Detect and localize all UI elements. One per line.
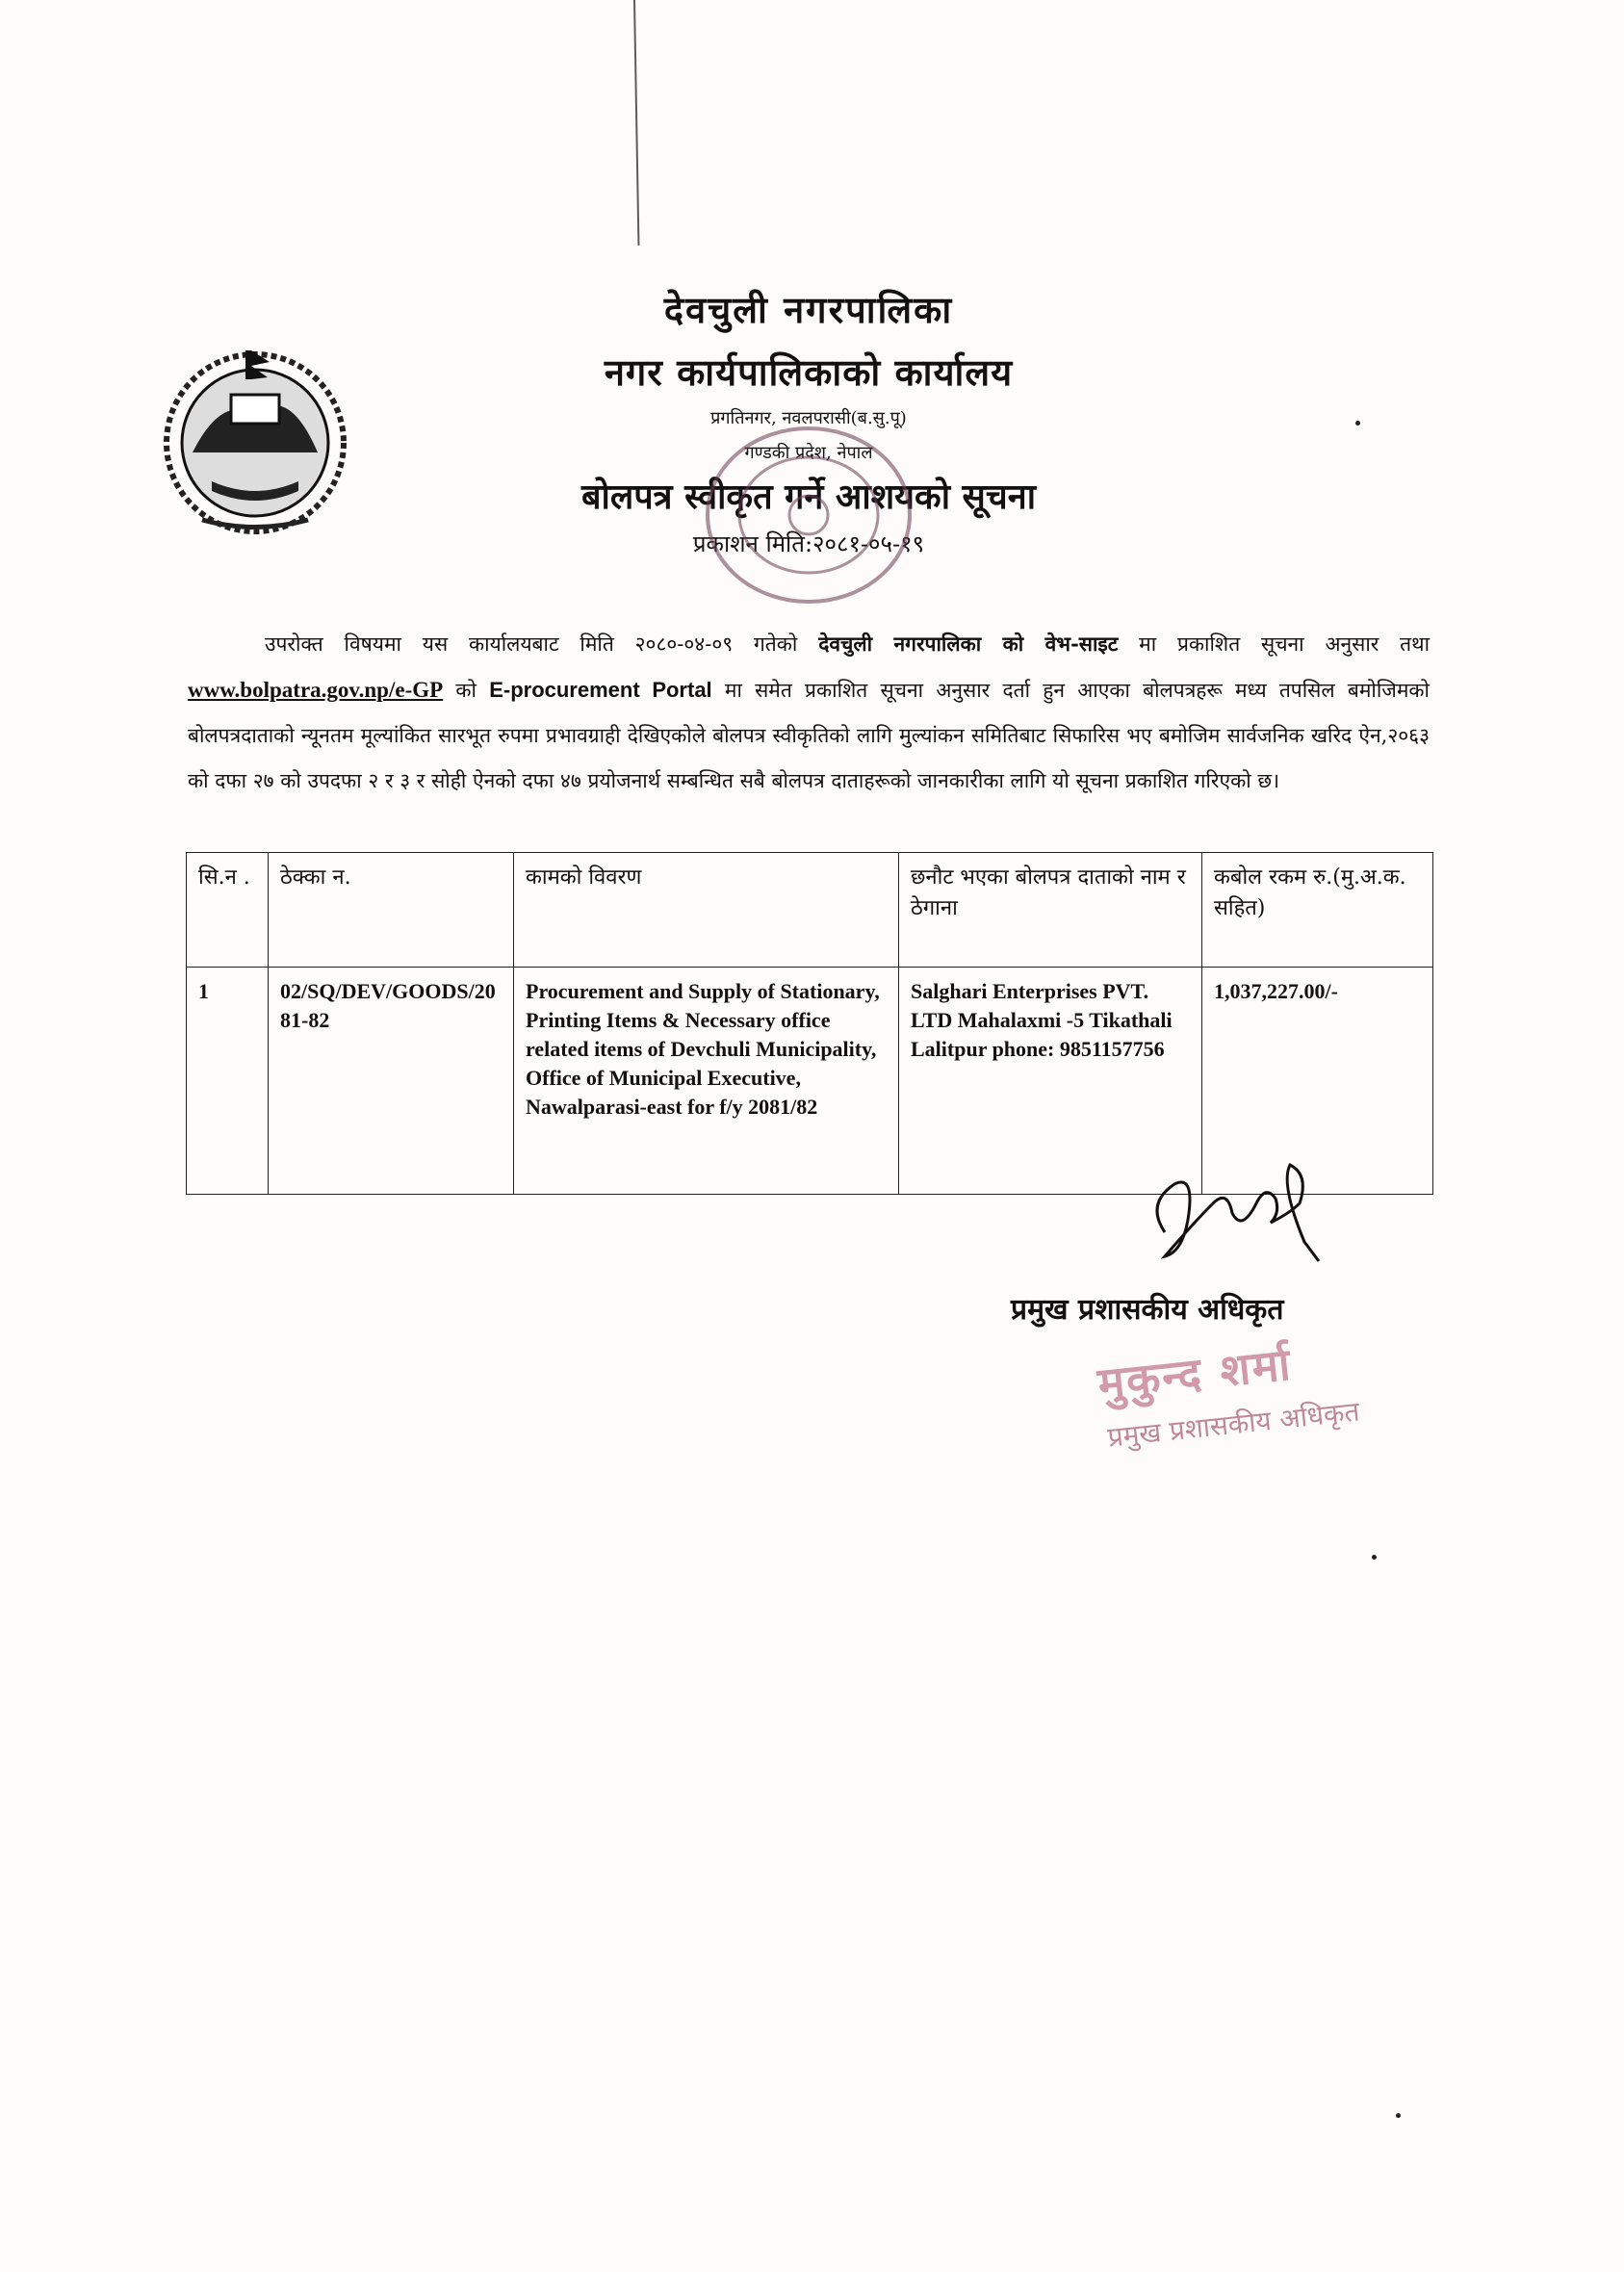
table-header-row [187,853,1433,968]
scan-artifact-line [633,0,639,245]
body-part-5: मा समेत प्रकाशित सूचना अनुसार दर्ता हुन आएका बोलपत्रहरू मध्य तपसिल बमोजिमको बोलपत्रदाताको न्यूनतम मूल्यांकित सारभूत रुपमा प्रभावग्राही देखिएकोले बोलपत्र स्वीकृतिको लागि मुल्यांकन समितिबाट सिफारिस भए बमोजिम सार्वजनिक खरिद ऐन,२०६३ को दफा २७ को उपदफा २ र ३ र सोही ऐनको दफा ४७ प्रयोजनार्थ सम्बन्धित सबै बोलपत्र दाताहरूको जानकारीका लागि यो सूचना प्रकाशित गरिएको छ। [188,679,1430,792]
header-sn: सि.न . [187,853,269,968]
office-seal-stamp [693,414,924,616]
cell-sn: 1 [187,968,269,1195]
officer-name-stamp: मुकुन्द शर्मा [1095,1337,1295,1410]
office-name: नगर कार्यपालिकाको कार्यालय [604,350,1014,394]
cell-amount: 1,037,227.00/- [1202,968,1433,1195]
header-description: कामको विवरण [514,853,899,968]
body-part-3: मा प्रकाशित सूचना अनुसार तथा [1139,633,1431,656]
cell-bidder: Salghari Enterprises PVT. LTD Mahalaxmi -5 Tikathali Lalitpur phone: 9851157756 [899,968,1202,1195]
header-contract-no: ठेक्का न. [269,853,514,968]
notice-body [188,621,1430,804]
header-bidder: छनौट भएका बोलपत्र दाताको नाम र ठेगाना [899,853,1202,968]
scan-speck [1396,2113,1401,2118]
tender-table [186,852,1433,1195]
cell-description: Procurement and Supply of Stationary, Printing Items & Necessary office related items of Devchuli Municipality, Office of Municipal Executive, Nawalparasi-east for f/y 2081/82 [514,968,899,1195]
body-part-1: उपरोक्त विषयमा यस कार्यालयबाट मिति २०८०-०४-०९ गतेको [265,633,798,656]
body-part-2: देवचुली नगरपालिका को वेभ-साइट [818,632,1119,656]
handwritten-signature [1136,1146,1328,1290]
officer-title-stamp: प्रमुख प्रशासकीय अधिकृत [1106,1395,1361,1454]
scan-speck [1355,421,1360,426]
body-part-4: को [455,679,477,702]
municipality-name: देवचुली नगरपालिका [663,288,954,331]
portal-name: E-procurement Portal [489,678,712,702]
cell-contract-no: 02/SQ/DEV/GOODS/2081-82 [269,968,514,1195]
address-line-1: प्रगतिनगर, नवलपरासी(ब.सु.पू) [710,408,907,428]
bolpatra-link[interactable]: www.bolpatra.gov.np/e-GP [188,678,444,702]
address-line-2: गण्डकी प्रदेश, नेपाल [744,443,873,463]
header-amount: कबोल रकम रु.(मु.अ.क. सहित) [1202,853,1433,968]
scan-speck [1372,1555,1377,1560]
notice-title: बोलपत्र स्वीकृत गर्ने आशयको सूचना [580,477,1037,517]
publication-date: प्रकाशन मिति:२०८१-०५-१९ [692,530,925,557]
signatory-title: प्रमुख प्रशासकीय अधिकृत [1011,1293,1284,1327]
nepal-emblem-logo [154,337,356,539]
